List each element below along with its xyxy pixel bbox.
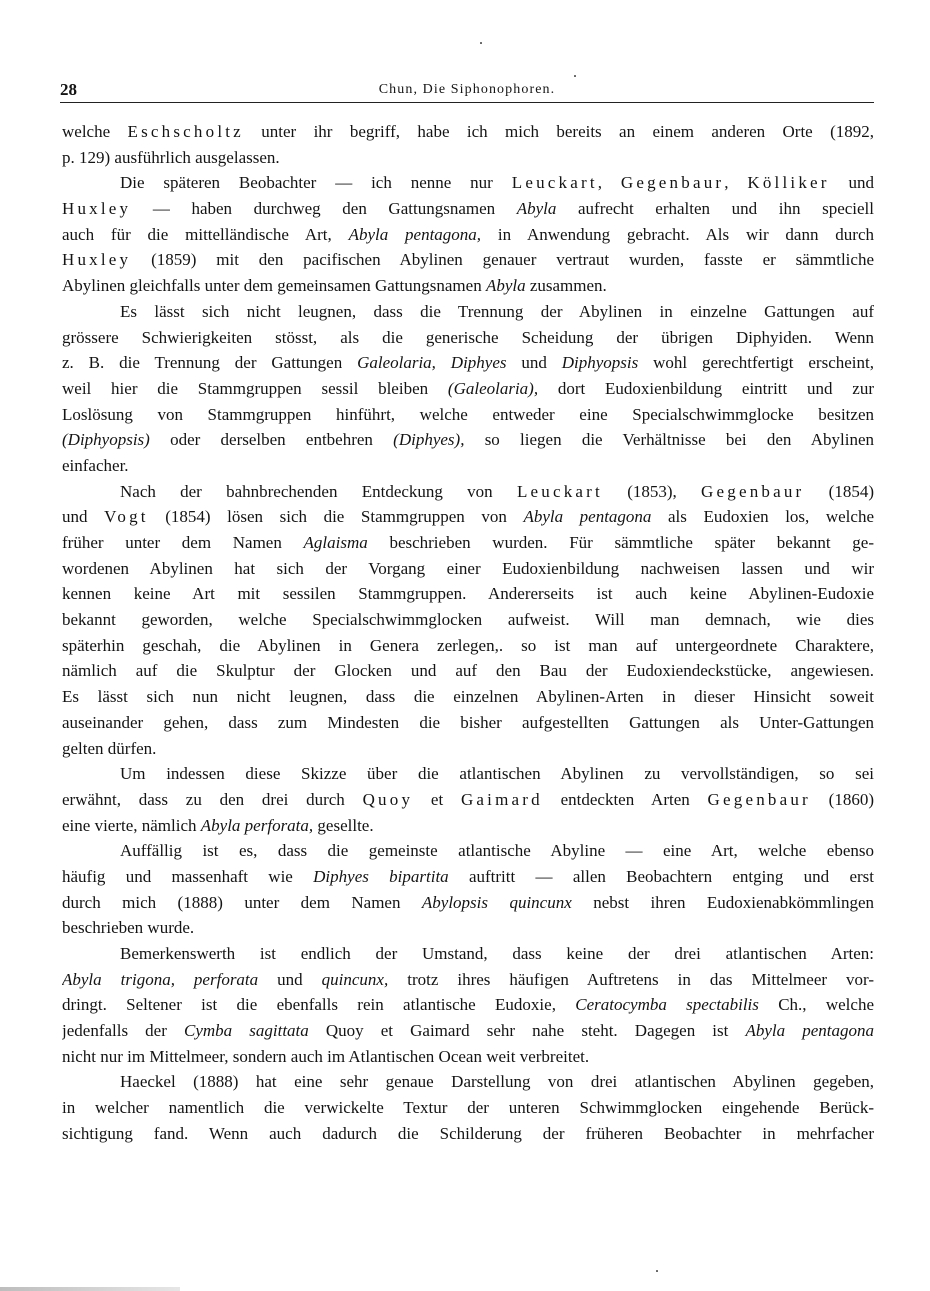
text-line: Huxley (1859) mit den pacifischen Abylinen genauer vertraut wurden, fasste er sämmtliche xyxy=(62,250,874,270)
text-line: Loslösung von Stammgruppen hinführt, welche entweder eine Specialschwimmglocke besitzen xyxy=(62,404,874,424)
text-line: in welcher namentlich die verwickelte Textur der unteren Schwimmglocken eingehende Berück- xyxy=(62,1098,874,1118)
text-line: grössere Schwierigkeiten stösst, als die generische Scheidung der übrigen Diphyiden. Wenn xyxy=(62,327,874,347)
text-line: Nach der bahnbrechenden Entdeckung von Leuckart (1853), Gegenbaur (1854) xyxy=(120,481,874,501)
scan-speck xyxy=(574,75,576,77)
text-line: und Vogt (1854) lösen sich die Stammgruppen von Abyla pentagona als Eudoxien los, welche xyxy=(62,507,874,527)
text-line: Es lässt sich nun nicht leugnen, dass die einzelnen Abylinen-Arten in dieser Hinsicht soweit xyxy=(62,687,874,707)
text-line: auseinander gehen, dass zum Mindesten die bisher aufgestellten Gattungen als Unter-Gattungen xyxy=(62,712,874,732)
scan-edge xyxy=(0,1287,180,1291)
text-line: Abyla trigona, perforata und quincunx, trotz ihres häufigen Auftretens in das Mittelmeer vor- xyxy=(62,969,874,989)
text-line: bekannt geworden, welche Specialschwimmglocken aufweist. Will man demnach, wie dies xyxy=(62,610,874,630)
text-line: erwähnt, dass zu den drei durch Quoy et Gaimard entdeckten Arten Gegenbaur (1860) xyxy=(62,789,874,809)
text-line: jedenfalls der Cymba sagittata Quoy et Gaimard sehr nahe steht. Dagegen ist Abyla pentagona xyxy=(62,1021,874,1041)
text-line: Haeckel (1888) hat eine sehr genaue Darstellung von drei atlantischen Abylinen gegeben, xyxy=(120,1072,874,1092)
text-line: Bemerkenswerth ist endlich der Umstand, dass keine der drei atlantischen Arten: xyxy=(120,944,874,963)
text-line: sichtigung fand. Wenn auch dadurch die Schilderung der früheren Beobachter in mehrfacher xyxy=(62,1123,874,1143)
text-line: nicht nur im Mittelmeer, sondern auch im Atlantischen Ocean weit verbreitet. xyxy=(62,1046,590,1066)
running-head xyxy=(60,80,874,103)
text-line: dringt. Seltener ist die ebenfalls rein atlantische Eudoxie, Ceratocymba spectabilis Ch., welche xyxy=(62,995,874,1015)
text-line: nämlich auf die Skulptur der Glocken und auf den Bau der Eudoxiendeckstücke, angewiesen. xyxy=(62,661,874,681)
text-line: beschrieben wurde. xyxy=(62,918,195,938)
text-line: z. B. die Trennung der Gattungen Galeolaria, Diphyes und Diphyopsis wohl gerechtfertigt erscheint, xyxy=(62,353,874,373)
text-line: durch mich (1888) unter dem Namen Abylopsis quincunx nebst ihren Eudoxienabkömmlingen xyxy=(62,892,874,912)
body-text xyxy=(62,119,874,1147)
text-line: weil hier die Stammgruppen sessil bleiben (Galeolaria), dort Eudoxienbildung eintritt und zur xyxy=(62,378,874,398)
text-line: Es lässt sich nicht leugnen, dass die Trennung der Abylinen in einzelne Gattungen auf xyxy=(120,301,874,321)
text-line: Die späteren Beobachter — ich nenne nur Leuckart, Gegenbaur, Kölliker und xyxy=(120,173,874,193)
text-line: auch für die mittelländische Art, Abyla pentagona, in Anwendung gebracht. Als wir dann durch xyxy=(62,224,874,244)
text-line: Um indessen diese Skizze über die atlantischen Abylinen zu vervollständigen, so sei xyxy=(120,764,874,784)
running-title: Chun, Die Siphonophoren. xyxy=(378,82,556,97)
text-line: Auffällig ist es, dass die gemeinste atlantische Abyline — eine Art, welche ebenso xyxy=(120,841,874,861)
scan-speck xyxy=(480,42,482,44)
text-line: p. 129) ausführlich ausgelassen. xyxy=(62,147,280,167)
text-line: späterhin geschah, die Abylinen in Genera zerlegen,. so ist man auf untergeordnete Charaktere, xyxy=(62,635,874,655)
text-line: früher unter dem Namen Aglaisma beschrieben wurden. Für sämmtliche später bekannt ge- xyxy=(62,533,874,552)
text-line: (Diphyopsis) oder derselben entbehren (Diphyes), so liegen die Verhältnisse bei den Abylinen xyxy=(62,430,874,450)
text-line: welche Eschscholtz unter ihr begriff, habe ich mich bereits an einem anderen Orte (1892, xyxy=(62,122,874,141)
text-line: Abylinen gleichfalls unter dem gemeinsamen Gattungsnamen Abyla zusammen. xyxy=(62,276,607,296)
text-line: einfacher. xyxy=(62,455,129,475)
text-line: kennen keine Art mit sessilen Stammgruppen. Andererseits ist auch keine Abylinen-Eudoxie xyxy=(62,584,874,604)
text-line: eine vierte, nämlich Abyla perforata, gesellte. xyxy=(62,815,374,835)
page-number: 28 xyxy=(60,80,77,99)
scan-speck xyxy=(656,1270,658,1272)
text-line: gelten dürfen. xyxy=(62,738,157,758)
text-line: wordenen Abylinen hat sich der Vorgang einer Eudoxienbildung nachweisen lassen und wir xyxy=(62,558,874,578)
text-line: häufig und massenhaft wie Diphyes bipartita auftritt — allen Beobachtern entging und erst xyxy=(62,866,874,886)
text-line: Huxley — haben durchweg den Gattungsnamen Abyla aufrecht erhalten und ihn speciell xyxy=(62,199,874,219)
